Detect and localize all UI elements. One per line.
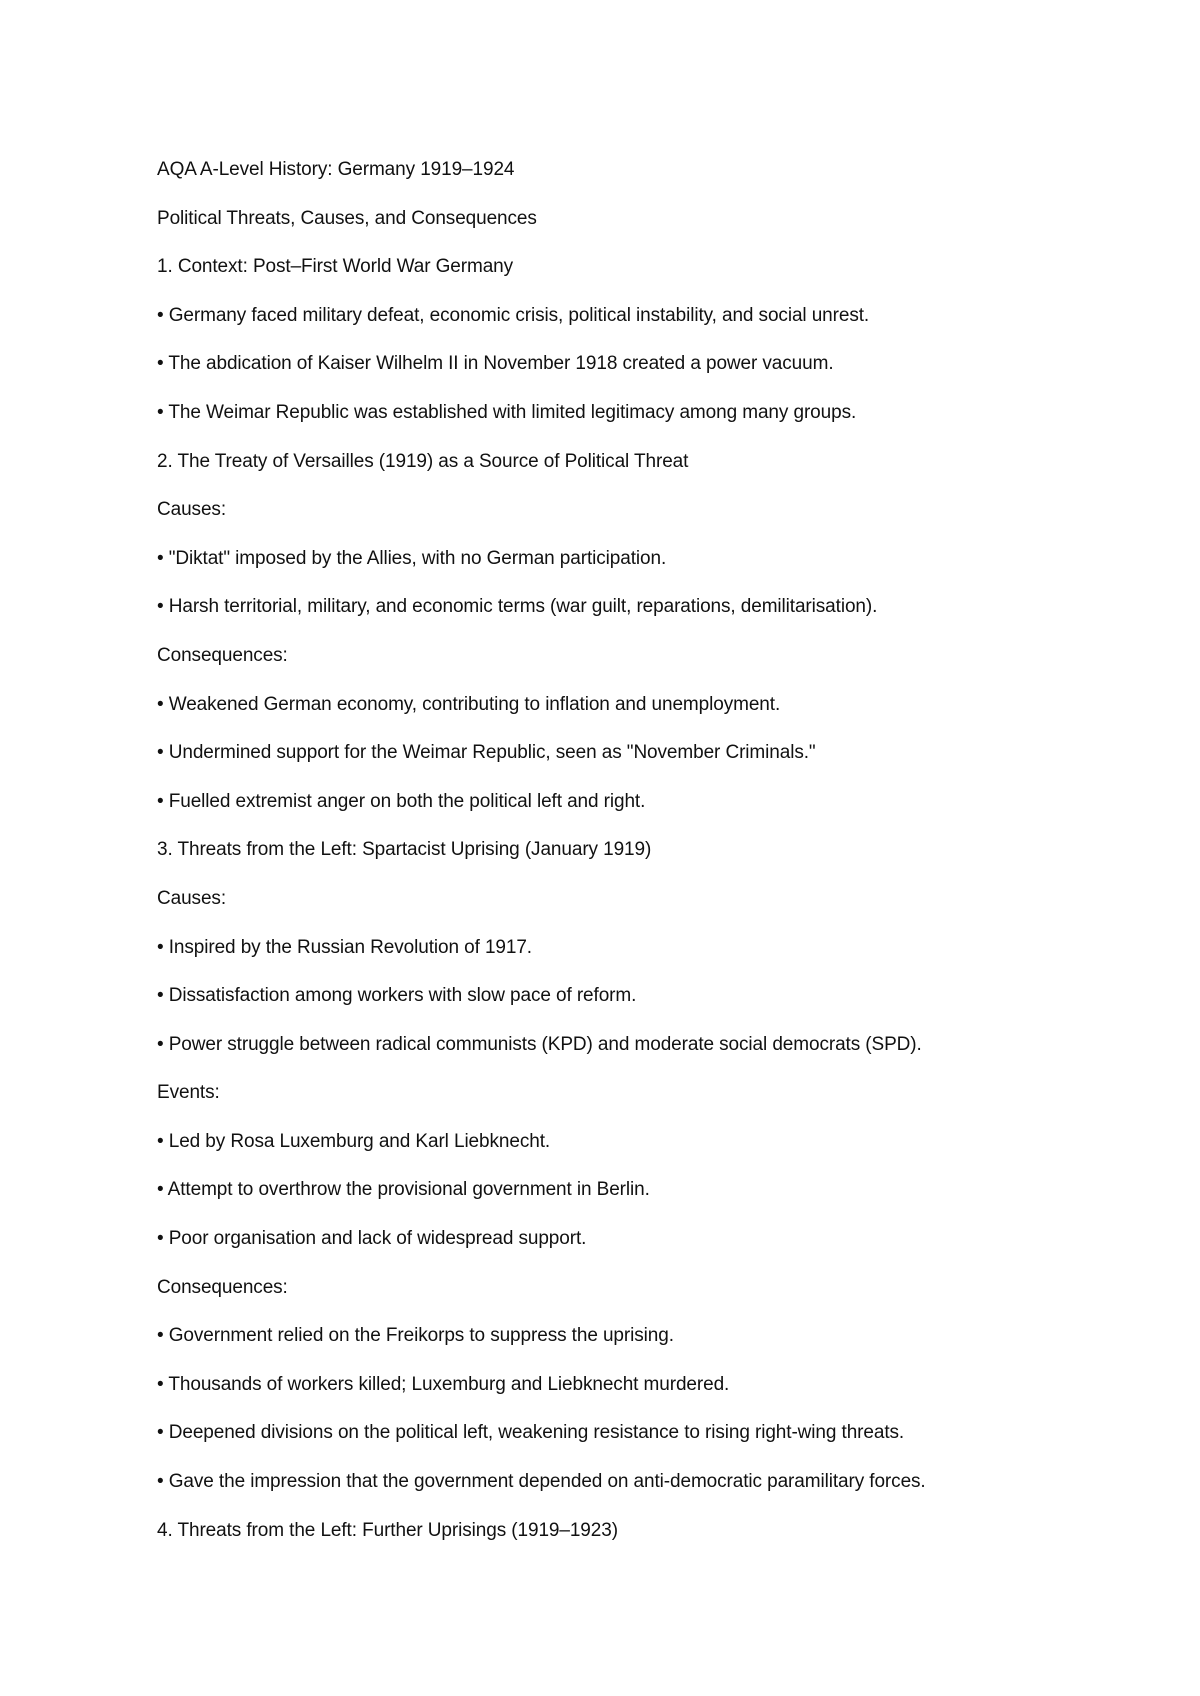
bullet-item: • Poor organisation and lack of widespread support. <box>157 1228 587 1250</box>
bullet-item: • Government relied on the Freikorps to suppress the uprising. <box>157 1325 674 1347</box>
section-heading: 2. The Treaty of Versailles (1919) as a Source of Political Threat <box>157 450 689 472</box>
bullet-item: • Led by Rosa Luxemburg and Karl Liebknecht. <box>157 1130 551 1152</box>
subheading-label: Causes: <box>157 499 227 521</box>
document-subtitle: Political Threats, Causes, and Consequences <box>157 207 537 229</box>
bullet-item: • Gave the impression that the government depended on anti-democratic paramilitary forces. <box>157 1471 926 1493</box>
section-heading: 4. Threats from the Left: Further Uprisings (1919–1923) <box>157 1519 618 1541</box>
bullet-item: • Fuelled extremist anger on both the political left and right. <box>157 790 646 812</box>
bullet-item: • The abdication of Kaiser Wilhelm II in November 1918 created a power vacuum. <box>157 353 834 375</box>
bullet-item: • Dissatisfaction among workers with slow pace of reform. <box>157 985 637 1007</box>
bullet-item: • Attempt to overthrow the provisional government in Berlin. <box>157 1179 650 1201</box>
subheading-label: Consequences: <box>157 644 288 666</box>
bullet-item: • Harsh territorial, military, and economic terms (war guilt, reparations, demilitarisation). <box>157 596 878 618</box>
bullet-item: • Deepened divisions on the political left, weakening resistance to rising right-wing threats. <box>157 1422 905 1444</box>
document-page <box>157 158 1157 1543</box>
bullet-item: • Germany faced military defeat, economic crisis, political instability, and social unrest. <box>157 304 870 326</box>
document-title: AQA A-Level History: Germany 1919–1924 <box>157 159 515 180</box>
bullet-item: • Thousands of workers killed; Luxemburg and Liebknecht murdered. <box>157 1373 730 1395</box>
bullet-item: • Inspired by the Russian Revolution of 1917. <box>157 936 532 958</box>
bullet-item: • Weakened German economy, contributing to inflation and unemployment. <box>157 693 781 715</box>
section-heading: 1. Context: Post–First World War Germany <box>157 256 514 278</box>
subheading-label: Causes: <box>157 887 227 909</box>
bullet-item: • Power struggle between radical communists (KPD) and moderate social democrats (SPD). <box>157 1033 922 1055</box>
bullet-item: • "Diktat" imposed by the Allies, with no German participation. <box>157 547 667 569</box>
bullet-item: • Undermined support for the Weimar Republic, seen as "November Criminals." <box>157 742 816 764</box>
subheading-label: Events: <box>157 1082 220 1104</box>
bullet-item: • The Weimar Republic was established with limited legitimacy among many groups. <box>157 401 857 423</box>
subheading-label: Consequences: <box>157 1276 288 1298</box>
section-heading: 3. Threats from the Left: Spartacist Uprising (January 1919) <box>157 839 652 861</box>
